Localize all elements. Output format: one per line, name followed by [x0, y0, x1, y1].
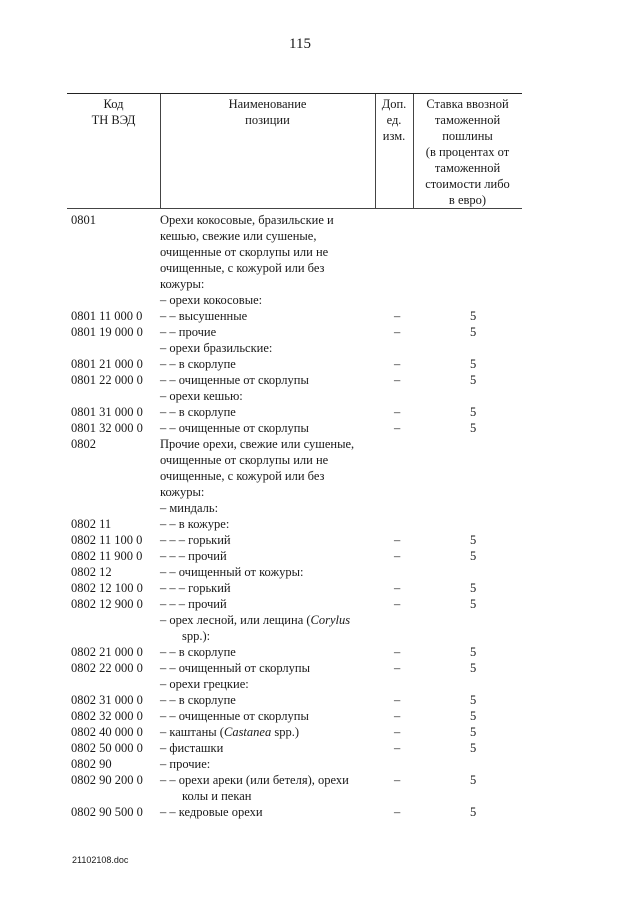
row-unit: – — [394, 709, 401, 723]
row-name — [160, 292, 382, 308]
row-code: 0802 — [71, 437, 96, 451]
row-name — [160, 436, 382, 500]
table-row — [0, 356, 640, 372]
file-name-footer: 21102108.doc — [72, 855, 129, 865]
row-name-line: – орехи грецкие: — [160, 677, 249, 691]
table-row — [0, 212, 640, 292]
row-code: 0802 90 — [71, 757, 112, 771]
row-name-line: колы и пекан — [182, 789, 252, 803]
row-name-line: Прочие орехи, свежие или сушеные, — [160, 437, 355, 451]
row-name — [160, 532, 382, 548]
row-name-line: кешью, свежие или сушеные, — [160, 229, 317, 243]
row-name — [160, 212, 382, 292]
row-name-line: – каштаны (Castanea spp.) — [160, 725, 299, 739]
row-name — [160, 596, 382, 612]
row-code: 0802 31 000 0 — [71, 693, 143, 707]
row-code: 0801 31 000 0 — [71, 405, 143, 419]
table-row — [0, 772, 640, 804]
table-row — [0, 308, 640, 324]
row-name — [160, 756, 382, 772]
row-unit: – — [394, 357, 401, 371]
row-rate: 5 — [470, 533, 477, 547]
row-name-line: – орехи кокосовые: — [160, 293, 263, 307]
header-top-rule — [67, 93, 522, 94]
table-row — [0, 516, 640, 532]
row-rate: 5 — [470, 741, 477, 755]
row-name-line: – – в скорлупе — [160, 405, 236, 419]
row-rate: 5 — [470, 421, 477, 435]
row-unit: – — [394, 597, 401, 611]
row-rate: 5 — [470, 709, 477, 723]
table-row — [0, 612, 640, 644]
row-code: 0802 11 100 0 — [71, 533, 143, 547]
row-name-line: – фисташки — [160, 741, 224, 755]
row-name-line: – – – прочий — [160, 597, 227, 611]
table-row — [0, 324, 640, 340]
row-name-line: – орехи бразильские: — [160, 341, 273, 355]
row-name-line: – миндаль: — [160, 501, 219, 515]
page-number: 115 — [289, 36, 311, 52]
row-name — [160, 500, 382, 516]
table-row — [0, 532, 640, 548]
row-name-line: очищенные от скорлупы или не — [160, 453, 329, 467]
row-code: 0802 11 900 0 — [71, 549, 143, 563]
row-name-line: – орех лесной, или лещина (Corylus — [160, 613, 351, 627]
table-row — [0, 500, 640, 516]
row-name — [160, 708, 382, 724]
row-name — [160, 772, 382, 804]
row-name-line: – прочие: — [160, 757, 211, 771]
row-rate: 5 — [470, 773, 477, 787]
row-name-line: – – очищенные от скорлупы — [160, 373, 309, 387]
row-name-line: кожуры: — [160, 485, 205, 499]
row-name-line: – – в скорлупе — [160, 357, 236, 371]
row-unit: – — [394, 405, 401, 419]
row-name — [160, 420, 382, 436]
row-rate: 5 — [470, 373, 477, 387]
row-rate: 5 — [470, 357, 477, 371]
row-code: 0801 — [71, 213, 96, 227]
row-name — [160, 740, 382, 756]
row-code: 0801 11 000 0 — [71, 309, 143, 323]
row-name — [160, 324, 382, 340]
row-rate: 5 — [470, 597, 477, 611]
row-name-line: – – в скорлупе — [160, 645, 236, 659]
header-bottom-rule — [67, 208, 522, 209]
row-code: 0802 11 — [71, 517, 112, 531]
row-name-line: – – очищенный от кожуры: — [160, 565, 304, 579]
row-name — [160, 404, 382, 420]
row-rate: 5 — [470, 309, 477, 323]
table-row — [0, 292, 640, 308]
table-row — [0, 644, 640, 660]
row-unit: – — [394, 421, 401, 435]
row-code: 0802 90 200 0 — [71, 773, 143, 787]
table-row — [0, 372, 640, 388]
row-name-line: – – очищенные от скорлупы — [160, 421, 309, 435]
row-name — [160, 308, 382, 324]
row-unit: – — [394, 741, 401, 755]
row-name — [160, 388, 382, 404]
row-name-line: кожуры: — [160, 277, 205, 291]
row-code: 0802 40 000 0 — [71, 725, 143, 739]
row-unit: – — [394, 693, 401, 707]
table-row — [0, 708, 640, 724]
row-name — [160, 372, 382, 388]
row-unit: – — [394, 325, 401, 339]
row-rate: 5 — [470, 549, 477, 563]
row-rate: 5 — [470, 325, 477, 339]
row-name — [160, 644, 382, 660]
table-row — [0, 660, 640, 676]
row-unit: – — [394, 533, 401, 547]
table-row — [0, 580, 640, 596]
row-rate: 5 — [470, 581, 477, 595]
row-name — [160, 548, 382, 564]
table-row — [0, 724, 640, 740]
row-code: 0802 90 500 0 — [71, 805, 143, 819]
table-row — [0, 740, 640, 756]
row-name-line: – – – горький — [160, 533, 231, 547]
row-code: 0802 32 000 0 — [71, 709, 143, 723]
row-name-line: – – очищенные от скорлупы — [160, 709, 309, 723]
row-name — [160, 676, 382, 692]
row-unit: – — [394, 805, 401, 819]
row-name-line: – – очищенный от скорлупы — [160, 661, 310, 675]
row-name — [160, 804, 382, 820]
row-rate: 5 — [470, 693, 477, 707]
row-rate: 5 — [470, 661, 477, 675]
row-name-line: – – – горький — [160, 581, 231, 595]
row-name — [160, 564, 382, 580]
header-unit: Доп. ед. изм. — [381, 97, 407, 143]
row-name — [160, 516, 382, 532]
row-code: 0802 12 100 0 — [71, 581, 143, 595]
row-rate: 5 — [470, 805, 477, 819]
table-row — [0, 676, 640, 692]
row-code: 0802 12 — [71, 565, 112, 579]
row-name-line: Орехи кокосовые, бразильские и — [160, 213, 334, 227]
row-code: 0802 22 000 0 — [71, 661, 143, 675]
row-rate: 5 — [470, 405, 477, 419]
row-name-line: – орехи кешью: — [160, 389, 243, 403]
table-row — [0, 420, 640, 436]
row-unit: – — [394, 661, 401, 675]
row-name-line: – – в скорлупе — [160, 693, 236, 707]
row-code: 0801 19 000 0 — [71, 325, 143, 339]
table-row — [0, 436, 640, 500]
row-code: 0801 22 000 0 — [71, 373, 143, 387]
row-name-line: очищенные, с кожурой или без — [160, 261, 325, 275]
header-rate: Ставка ввозной таможенной пошлины (в процентах от таможенной стоимости либо в евро) — [425, 97, 510, 207]
row-unit: – — [394, 725, 401, 739]
row-name-line: – – орехи ареки (или бетеля), орехи — [160, 773, 349, 787]
row-name-line: spp.): — [182, 629, 211, 643]
header-name: Наименование позиции — [228, 97, 307, 127]
row-name-line: – – – прочий — [160, 549, 227, 563]
header-code: Код ТН ВЭД — [91, 97, 136, 127]
table-row — [0, 596, 640, 612]
row-code: 0802 21 000 0 — [71, 645, 143, 659]
row-name — [160, 724, 382, 740]
row-unit: – — [394, 581, 401, 595]
row-code: 0801 21 000 0 — [71, 357, 143, 371]
table-row — [0, 692, 640, 708]
row-name-line: очищенные от скорлупы или не — [160, 245, 329, 259]
table-row — [0, 388, 640, 404]
row-unit: – — [394, 549, 401, 563]
row-name-line: – – прочие — [160, 325, 217, 339]
row-name — [160, 340, 382, 356]
row-unit: – — [394, 373, 401, 387]
table-row — [0, 340, 640, 356]
row-name — [160, 660, 382, 676]
row-name-line: – – в кожуре: — [160, 517, 230, 531]
table-row — [0, 804, 640, 820]
table-row — [0, 548, 640, 564]
row-rate: 5 — [470, 725, 477, 739]
row-name — [160, 692, 382, 708]
row-name-line: – – кедровые орехи — [160, 805, 263, 819]
row-name — [160, 356, 382, 372]
row-unit: – — [394, 645, 401, 659]
row-name-line: – – высушенные — [160, 309, 248, 323]
table-row — [0, 404, 640, 420]
tariff-table-body — [0, 212, 640, 820]
row-rate: 5 — [470, 645, 477, 659]
row-code: 0802 50 000 0 — [71, 741, 143, 755]
row-name — [160, 612, 382, 644]
row-unit: – — [394, 773, 401, 787]
table-row — [0, 756, 640, 772]
row-code: 0802 12 900 0 — [71, 597, 143, 611]
table-row — [0, 564, 640, 580]
row-unit: – — [394, 309, 401, 323]
row-name-line: очищенные, с кожурой или без — [160, 469, 325, 483]
row-name — [160, 580, 382, 596]
row-code: 0801 32 000 0 — [71, 421, 143, 435]
